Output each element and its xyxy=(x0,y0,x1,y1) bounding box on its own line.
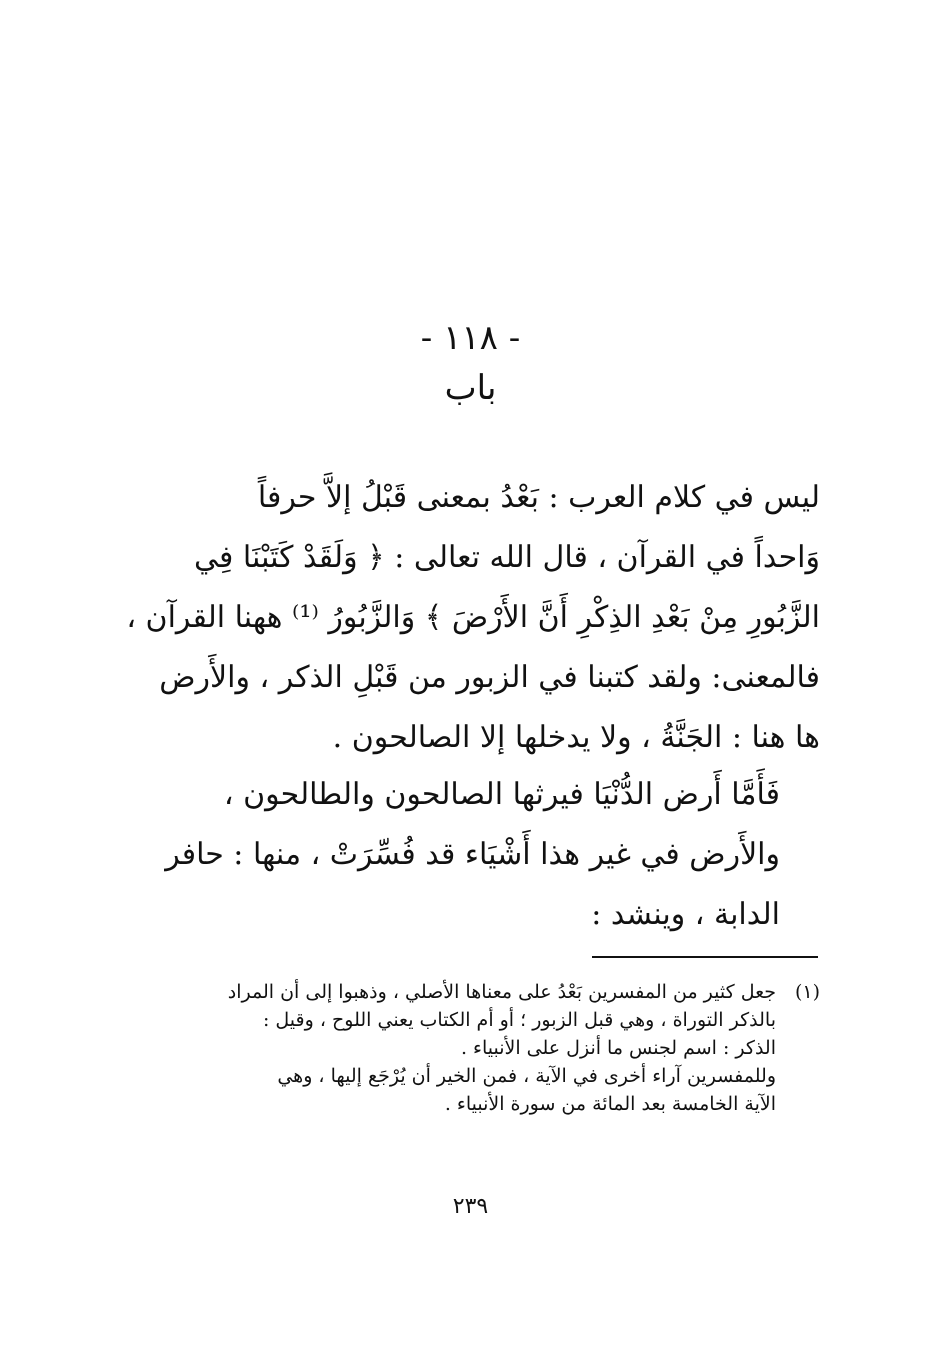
footnote-line: الآية الخامسة بعد المائة من سورة الأنبياء . xyxy=(444,1093,776,1115)
paragraph-line: والأَرض في غير هذا أَشْيَاء قد فُسِّرَتْ ، منها : حافر xyxy=(165,837,780,872)
paragraph-line: وَاحداً في القرآن ، قال الله تعالى : ﴿ وَلَقَدْ كَتَبْنَا فِي xyxy=(194,540,820,575)
paragraph-line: الدابة ، وينشد : xyxy=(591,897,780,932)
chapter-title: باب xyxy=(444,368,497,408)
footnote-line xyxy=(145,978,820,1006)
footnote-separator xyxy=(592,956,818,958)
footnote-line: وللمفسرين آراء أخرى في الآية ، فمن الخير أن يُرْجَع إليها ، وهي xyxy=(277,1065,776,1087)
footnote-marker: (١) xyxy=(794,981,820,1003)
page-number: ٢٣٩ xyxy=(452,1194,489,1219)
chapter-number: - ١١٨ - xyxy=(420,318,521,358)
paragraph-line: الزَّبُورِ مِنْ بَعْدِ الذِكْرِ أَنَّ الأَرْضَ ﴾ وَالزَّبُورُ ⁽¹⁾ ههنا القرآن ، xyxy=(126,600,820,635)
paragraph-line: ها هنا : الجَنَّةُ ، ولا يدخلها إلا الصالحون . xyxy=(332,720,820,755)
footnote-text: جعل كثير من المفسرين بَعْدُ على معناها الأصلي ، وذهبوا إلى أن المراد xyxy=(227,981,776,1003)
paragraph-line: ليس في كلام العرب : بَعْدُ بمعنى قَبْلُ إلاَّ حرفاً xyxy=(257,480,820,515)
footnote-line: الذكر : اسم لجنس ما أنزل على الأنبياء . xyxy=(460,1037,776,1059)
footnote-line: بالذكر التوراة ، وهي قبل الزبور ؛ أو أم الكتاب يعني اللوح ، وقيل : xyxy=(262,1009,776,1031)
paragraph-2 xyxy=(145,765,820,945)
paragraph-line: فَأَمَّا أَرض الدُّنْيَا فيرثها الصالحون والطالحون ، xyxy=(223,777,780,812)
footnote xyxy=(145,978,820,1118)
paragraph-line: فالمعنى: ولقد كتبنا في الزبور من قَبْلِ الذكر ، والأَرض xyxy=(159,660,820,695)
paragraph-1 xyxy=(126,468,820,768)
